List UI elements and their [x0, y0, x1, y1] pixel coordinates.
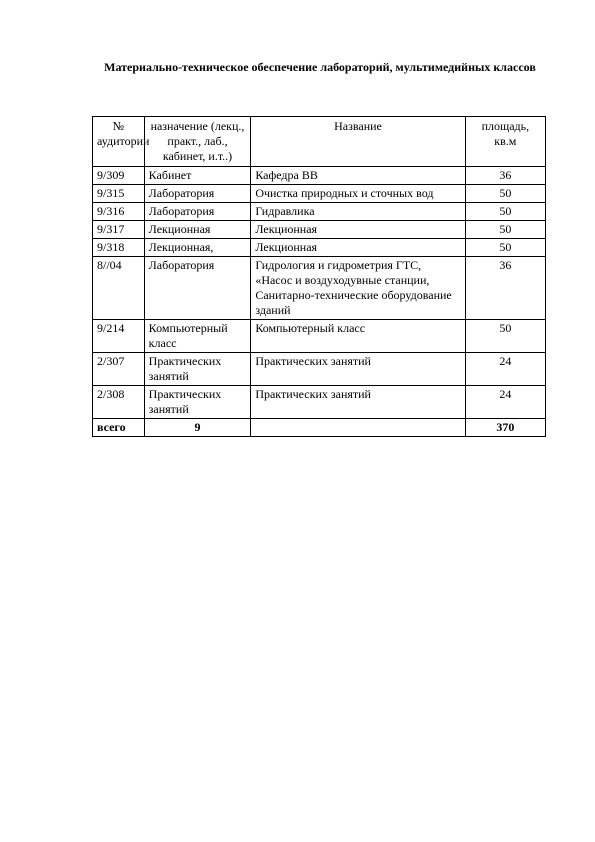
cell-name: Лекционная: [251, 221, 465, 239]
cell-area: 24: [465, 386, 545, 419]
cell-name: Гидравлика: [251, 203, 465, 221]
table-row: [93, 167, 546, 185]
cell-room: 9/309: [93, 167, 145, 185]
cell-purpose: Практических занятий: [144, 386, 251, 419]
total-name-empty: [251, 419, 465, 437]
cell-purpose: Лекционная: [144, 221, 251, 239]
cell-name: Лекционная: [251, 239, 465, 257]
cell-area: 50: [465, 185, 545, 203]
table-row: [93, 239, 546, 257]
cell-name: Гидрология и гидрометрия ГТС, «Насос и воздуходувные станции, Санитарно-технические оборудование зданий: [251, 257, 465, 320]
cell-room: 9/315: [93, 185, 145, 203]
header-area: площадь, кв.м: [465, 117, 545, 167]
cell-purpose: Лаборатория: [144, 203, 251, 221]
table-row: [93, 185, 546, 203]
table-row: [93, 203, 546, 221]
header-name: Название: [251, 117, 465, 167]
cell-room: 2/307: [93, 353, 145, 386]
cell-area: 24: [465, 353, 545, 386]
cell-room: 9/317: [93, 221, 145, 239]
cell-area: 50: [465, 221, 545, 239]
header-room: № аудитории: [93, 117, 145, 167]
cell-area: 50: [465, 203, 545, 221]
page-title: Материально-техническое обеспечение лабораторий, мультимедийных классов: [104, 60, 536, 74]
cell-name: Кафедра ВВ: [251, 167, 465, 185]
cell-room: 9/214: [93, 320, 145, 353]
total-row: [93, 419, 546, 437]
cell-room: 2/308: [93, 386, 145, 419]
table-row: [93, 353, 546, 386]
cell-room: 8//04: [93, 257, 145, 320]
cell-name: Компьютерный класс: [251, 320, 465, 353]
total-area: 370: [465, 419, 545, 437]
total-label: всего: [93, 419, 145, 437]
cell-area: 50: [465, 239, 545, 257]
cell-purpose: Лаборатория: [144, 185, 251, 203]
cell-purpose: Кабинет: [144, 167, 251, 185]
cell-name: Практических занятий: [251, 386, 465, 419]
cell-purpose: Лекционная,: [144, 239, 251, 257]
table-row: [93, 257, 546, 320]
table-row: [93, 221, 546, 239]
cell-area: 36: [465, 167, 545, 185]
lab-equipment-table: [92, 116, 546, 437]
cell-name: Практических занятий: [251, 353, 465, 386]
cell-area: 50: [465, 320, 545, 353]
cell-room: 9/316: [93, 203, 145, 221]
cell-room: 9/318: [93, 239, 145, 257]
cell-area: 36: [465, 257, 545, 320]
cell-purpose: Лаборатория: [144, 257, 251, 320]
table-header-row: [93, 117, 546, 167]
cell-name: Очистка природных и сточных вод: [251, 185, 465, 203]
total-count: 9: [144, 419, 251, 437]
cell-purpose: Компьютерный класс: [144, 320, 251, 353]
cell-purpose: Практических занятий: [144, 353, 251, 386]
table-row: [93, 386, 546, 419]
header-purpose: назначение (лекц., практ., лаб., кабинет, и.т..): [144, 117, 251, 167]
table-row: [93, 320, 546, 353]
